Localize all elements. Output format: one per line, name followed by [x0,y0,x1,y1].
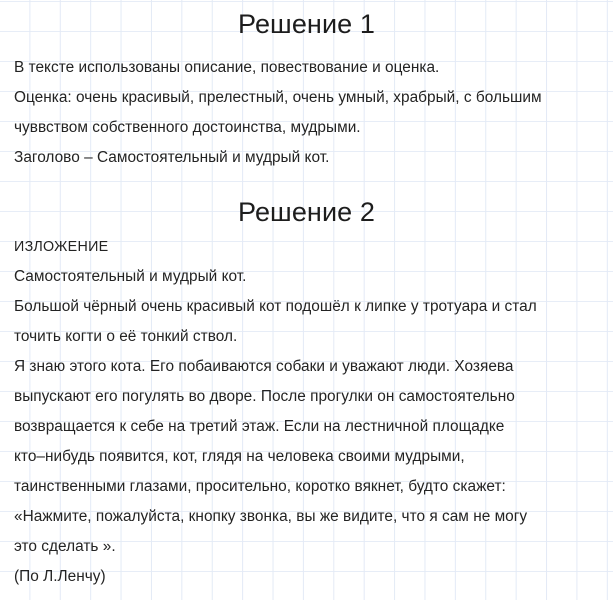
text-line: Большой чёрный очень красивый кот подошёл к липке у тротуара и стал [14,298,537,315]
spacer [0,41,613,53]
attribution-line: (По Л.Ленчу) [14,568,106,585]
text-line: «Нажмите, пожалуйста, кнопку звонка, вы же видите, что я сам не могу [14,508,528,525]
text-line: Я знаю этого кота. Его побаиваются собаки и уважают люди. Хозяева [14,358,514,375]
solution-2-heading: Решение 2 [238,197,375,227]
text-line: это сделать ». [14,538,116,555]
text-line: выпускают его погулять во дворе. После прогулки он самостоятельно [14,388,515,405]
text-line: В тексте использованы описание, повествование и оценка. [14,59,440,76]
solution-1-body [0,53,613,173]
text-line: Самостоятельный и мудрый кот. [14,268,247,285]
solution-1-heading: Решение 1 [238,9,375,39]
text-line: возвращается к себе на третий этаж. Если на лестничной площадке [14,418,505,435]
solution-2-body [0,232,613,592]
text-line: таинственными глазами, просительно, коротко вякнет, будто скажет: [14,478,506,495]
text-line: Заголово – Самостоятельный и мудрый кот. [14,149,330,166]
text-line: кто–нибудь появится, кот, глядя на человека своими мудрыми, [14,448,465,465]
izlozhenie-subtitle: ИЗЛОЖЕНИЕ [14,239,109,255]
text-line: чуввством собственного достоинства, мудрыми. [14,119,361,136]
text-line: Оценка: очень красивый, прелестный, очень умный, храбрый, с большим [14,89,542,106]
spacer [0,173,613,183]
text-line: точить когти о её тонкий ствол. [14,328,238,345]
